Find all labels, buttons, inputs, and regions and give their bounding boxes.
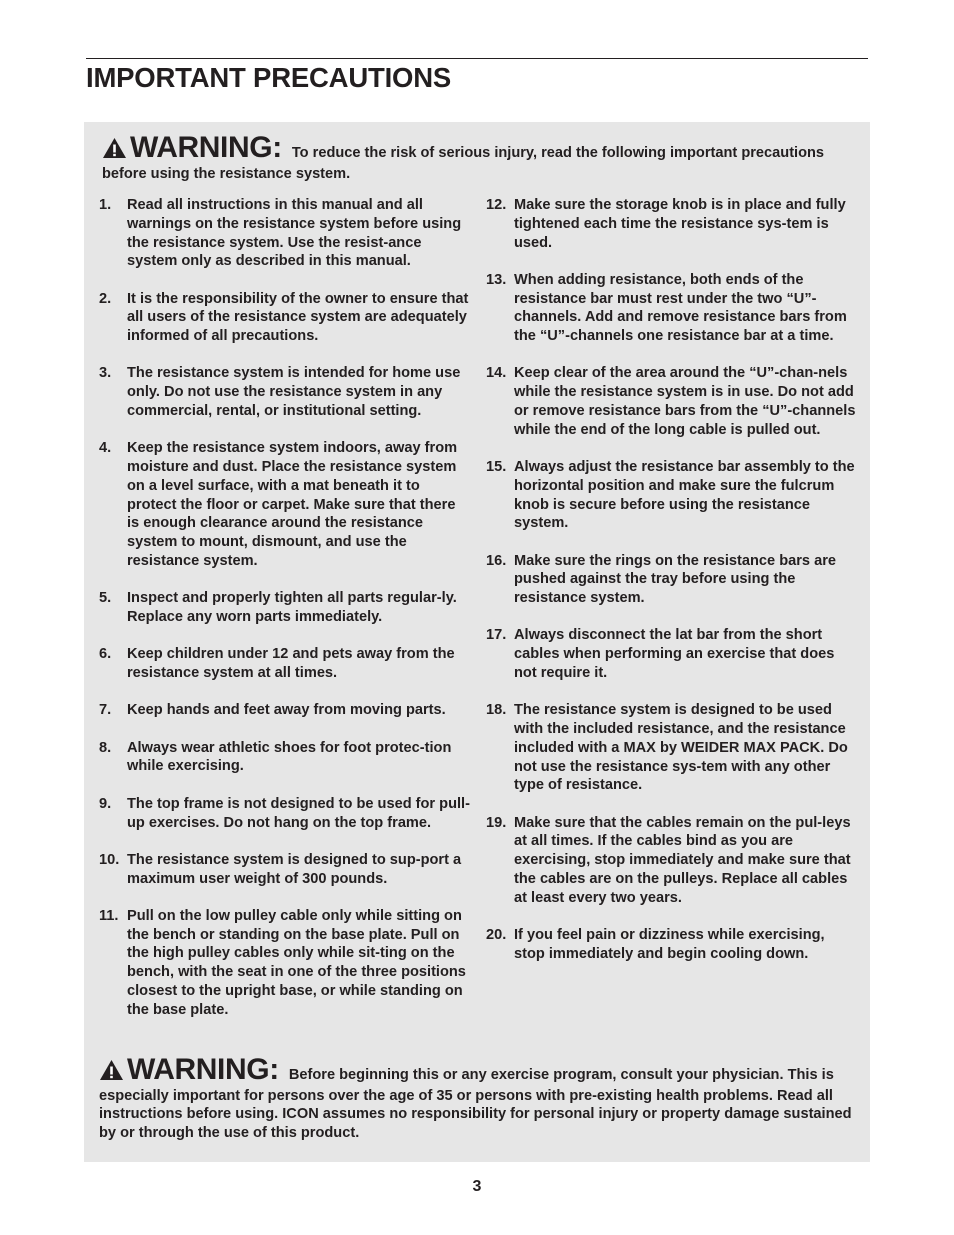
precautions-list-right <box>486 196 858 982</box>
header-rule <box>86 58 868 59</box>
item-text: Keep hands and feet away from moving parts. <box>127 702 446 719</box>
precautions-list-left <box>99 196 471 1038</box>
item-text: Keep clear of the area around the “U”-chan-nels while the resistance system is in use. Do not add or remove resistance bars from the “U”-channels while the end of the long cable is pulled out. <box>514 365 856 438</box>
list-item <box>99 851 471 889</box>
list-item <box>99 739 471 777</box>
item-text: Make sure that the cables remain on the pul-leys at all times. If the cables bind as you are exercising, stop immediately and make sure that the cables are on the pulleys. Replace all cables at least every two years. <box>514 814 851 906</box>
item-number: 13. <box>486 271 507 288</box>
item-number: 7. <box>99 702 112 719</box>
list-item <box>99 439 471 570</box>
item-text: The resistance system is intended for home use only. Do not use the resistance system in any commercial, rental, or institutional setting. <box>127 365 461 419</box>
list-item <box>99 907 471 1020</box>
list-item <box>486 814 858 908</box>
page-title: IMPORTANT PRECAUTIONS <box>86 62 452 93</box>
list-item <box>99 701 471 720</box>
bottom-warning <box>99 1055 863 1142</box>
list-item <box>486 271 858 346</box>
list-item <box>99 196 471 271</box>
item-number: 3. <box>99 365 112 382</box>
warning-label: WARNING: <box>127 1053 279 1086</box>
item-text: Inspect and properly tighten all parts regular-ly. Replace any worn parts immediately. <box>127 590 457 625</box>
warning-triangle-icon <box>102 137 127 165</box>
item-number: 19. <box>486 814 507 831</box>
item-number: 17. <box>486 627 507 644</box>
warning-text: To reduce the risk of serious injury, read the following important precautions before using the resistance system. <box>102 145 825 182</box>
item-text: Keep children under 12 and pets away from the resistance system at all times. <box>127 646 455 681</box>
item-text: The top frame is not designed to be used for pull-up exercises. Do not hang on the top frame. <box>127 795 470 831</box>
list-item <box>486 552 858 608</box>
item-number: 16. <box>486 552 507 569</box>
item-number: 4. <box>99 440 112 457</box>
item-text: When adding resistance, both ends of the resistance bar must rest under the two “U”-channels. Add and remove resistance bars from the “U”-channels one resistance bar at a time. <box>514 271 847 345</box>
item-number: 9. <box>99 795 112 812</box>
list-item <box>99 645 471 683</box>
item-text: Make sure the rings on the resistance bars are pushed against the tray before using the resistance system. <box>514 552 837 607</box>
list-item <box>99 364 471 420</box>
item-number: 6. <box>99 646 112 663</box>
item-number: 15. <box>486 459 507 476</box>
warning-label: WARNING: <box>130 131 282 164</box>
item-text: Always disconnect the lat bar from the short cables when performing an exercise that does not require it. <box>514 627 835 681</box>
list-item <box>486 926 858 964</box>
warning-triangle-icon <box>99 1059 124 1087</box>
list-item <box>99 589 471 627</box>
item-text: Make sure the storage knob is in place and fully tightened each time the resistance sys-tem is used. <box>514 197 846 251</box>
item-number: 12. <box>486 197 507 213</box>
item-number: 20. <box>486 927 507 943</box>
item-number: 18. <box>486 702 507 719</box>
item-number: 11. <box>99 907 119 924</box>
list-item <box>486 364 858 439</box>
item-number: 2. <box>99 290 112 307</box>
item-text: The resistance system is designed to sup-port a maximum user weight of 300 pounds. <box>127 851 462 887</box>
item-number: 8. <box>99 739 112 756</box>
item-number: 14. <box>486 365 507 382</box>
list-item <box>486 458 858 533</box>
item-text: If you feel pain or dizziness while exercising, stop immediately and begin cooling down. <box>514 927 825 962</box>
item-number: 10. <box>99 851 120 868</box>
item-text: Keep the resistance system indoors, away from moisture and dust. Place the resistance system on a level surface, with a mat beneath it to protect the floor or carpet. Make sure that there is enough clearance around the resistance system to mount, dismount, and use the resistance system. <box>127 440 458 569</box>
list-item <box>99 290 471 346</box>
item-text: Always wear athletic shoes for foot protec-tion while exercising. <box>127 739 452 775</box>
item-text: Pull on the low pulley cable only while sitting on the bench or standing on the base plate. Pull on the high pulley cables only while sit-ting on the bench, with the seat in one of the three positions closest to the upright base, or while standing on the base plate. <box>127 907 466 1018</box>
list-item <box>486 196 858 252</box>
list-item <box>486 626 858 682</box>
item-text: It is the responsibility of the owner to ensure that all users of the resistance system are adequately informed of all precautions. <box>127 290 469 345</box>
list-item <box>99 795 471 833</box>
list-item <box>486 701 858 795</box>
item-text: Read all instructions in this manual and all warnings on the resistance system before using the resistance system. Use the resist-ance system only as described in this manual. <box>127 197 462 270</box>
item-text: The resistance system is designed to be used with the included resistance, and the resistance included with a MAX by WEIDER MAX PACK. Do not use the resistance sys-tem with any other type of resistance. <box>514 702 848 794</box>
item-text: Always adjust the resistance bar assembly to the horizontal position and make sure the fulcrum knob is secure before using the resistance system. <box>514 459 855 532</box>
warning-text: Before beginning this or any exercise program, consult your physician. This is especially important for persons over the age of 35 or persons with pre-existing health problems. Read all instructions before using. ICON assumes no responsibility for personal injury or property damage sustained by or through the use of this product. <box>99 1067 852 1141</box>
page-number: 3 <box>472 1178 482 1195</box>
item-number: 5. <box>99 590 112 607</box>
item-number: 1. <box>99 197 112 213</box>
top-warning <box>102 133 862 183</box>
